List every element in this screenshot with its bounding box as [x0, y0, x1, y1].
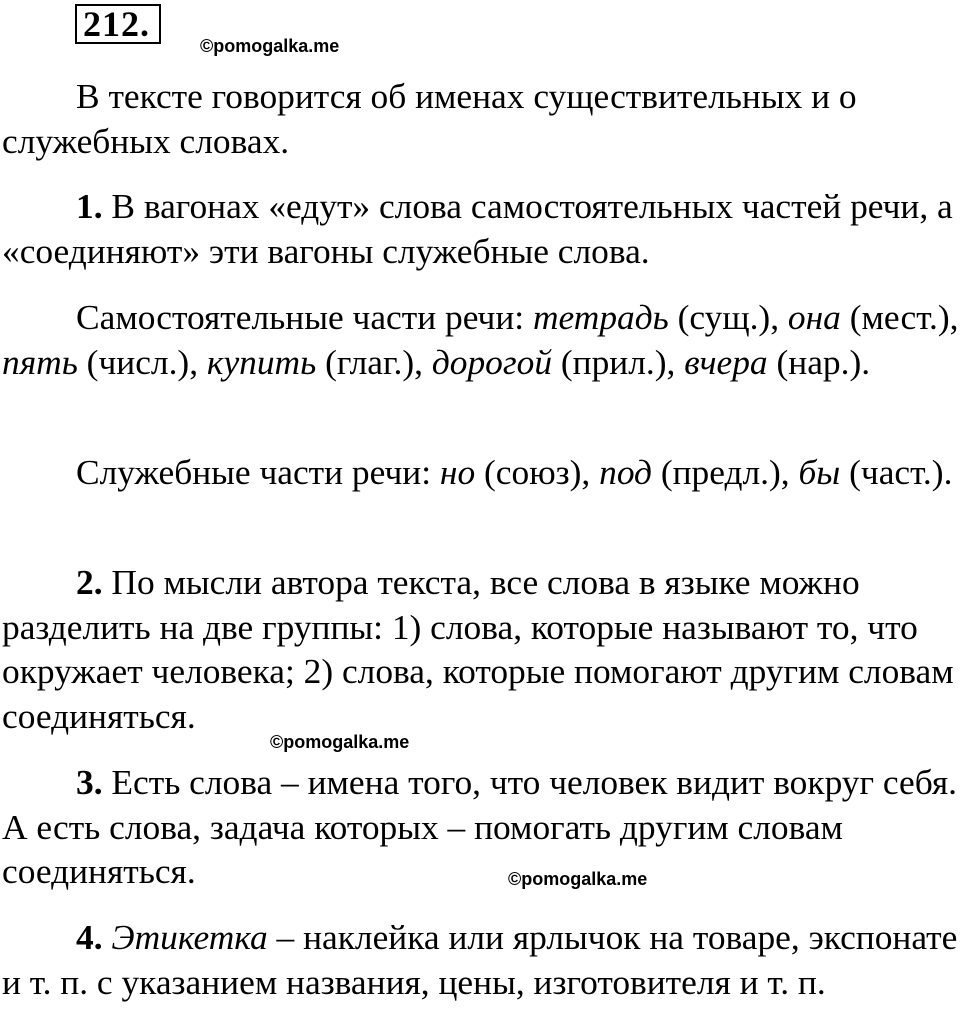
answer-1-number: 1. [76, 186, 103, 226]
intro-text: В тексте говорится об именах существительных и о служебных словах. [2, 76, 857, 161]
part-label: (сущ.), [677, 297, 780, 337]
watermark-bottom: ©pomogalka.me [508, 869, 648, 889]
watermark-middle: ©pomogalka.me [270, 732, 410, 752]
example-word: вчера [684, 341, 768, 382]
part-label: (числ.), [86, 341, 199, 382]
part-label: (глаг.), [325, 341, 423, 382]
example-word: под [599, 452, 652, 492]
part-label: (союз), [484, 452, 591, 492]
answer-3-number: 3. [76, 762, 103, 802]
example-word: купить [206, 341, 317, 382]
answer-3-text: Есть слова – имена того, что человек видит вокруг себя. А есть слова, задача которых – помогать другим словам соединяться. [2, 762, 957, 891]
task-number: 212. [75, 4, 161, 44]
example-word: тетрадь [532, 297, 669, 337]
example-word: но [439, 452, 476, 492]
intro-paragraph [2, 74, 960, 163]
independent-parts-paragraph [2, 295, 960, 384]
independent-parts-lead: Самостоятельные части речи: [76, 297, 525, 337]
answer-2-paragraph [2, 560, 960, 738]
example-word: она [787, 297, 841, 337]
answer-4-paragraph [2, 915, 960, 1004]
part-label: (предл.), [660, 452, 790, 492]
answer-4-number: 4. [76, 917, 103, 957]
example-word: пять [2, 341, 78, 382]
answer-4-text: – наклейка или ярлычок на товаре, экспонате и т. п. с указанием названия, цены, изготовителя и т. п. [2, 917, 958, 1002]
answer-1-text: В вагонах «едут» слова самостоятельных частей речи, а «соединяют» эти вагоны служебные слова. [2, 186, 953, 271]
service-parts-lead: Служебные части речи: [76, 452, 432, 492]
service-parts-paragraph [2, 450, 960, 495]
part-label: (нар.). [776, 341, 871, 382]
answer-2-number: 2. [76, 562, 103, 602]
answer-1-paragraph [2, 184, 960, 273]
example-word: бы [798, 452, 841, 492]
watermark-top: ©pomogalka.me [200, 36, 340, 56]
part-label: (част.). [849, 452, 953, 492]
part-label: (мест.), [849, 297, 959, 337]
answer-4-term: Этикетка [111, 917, 268, 957]
part-label: (прил.), [560, 341, 676, 382]
answer-2-text: По мысли автора текста, все слова в языке можно разделить на две группы: 1) слова, которые называют то, что окружает человека; 2) слова, которые помогают другим словам соединяться. [2, 562, 954, 736]
example-word: дорогой [431, 341, 553, 382]
answer-3-paragraph [2, 760, 960, 894]
